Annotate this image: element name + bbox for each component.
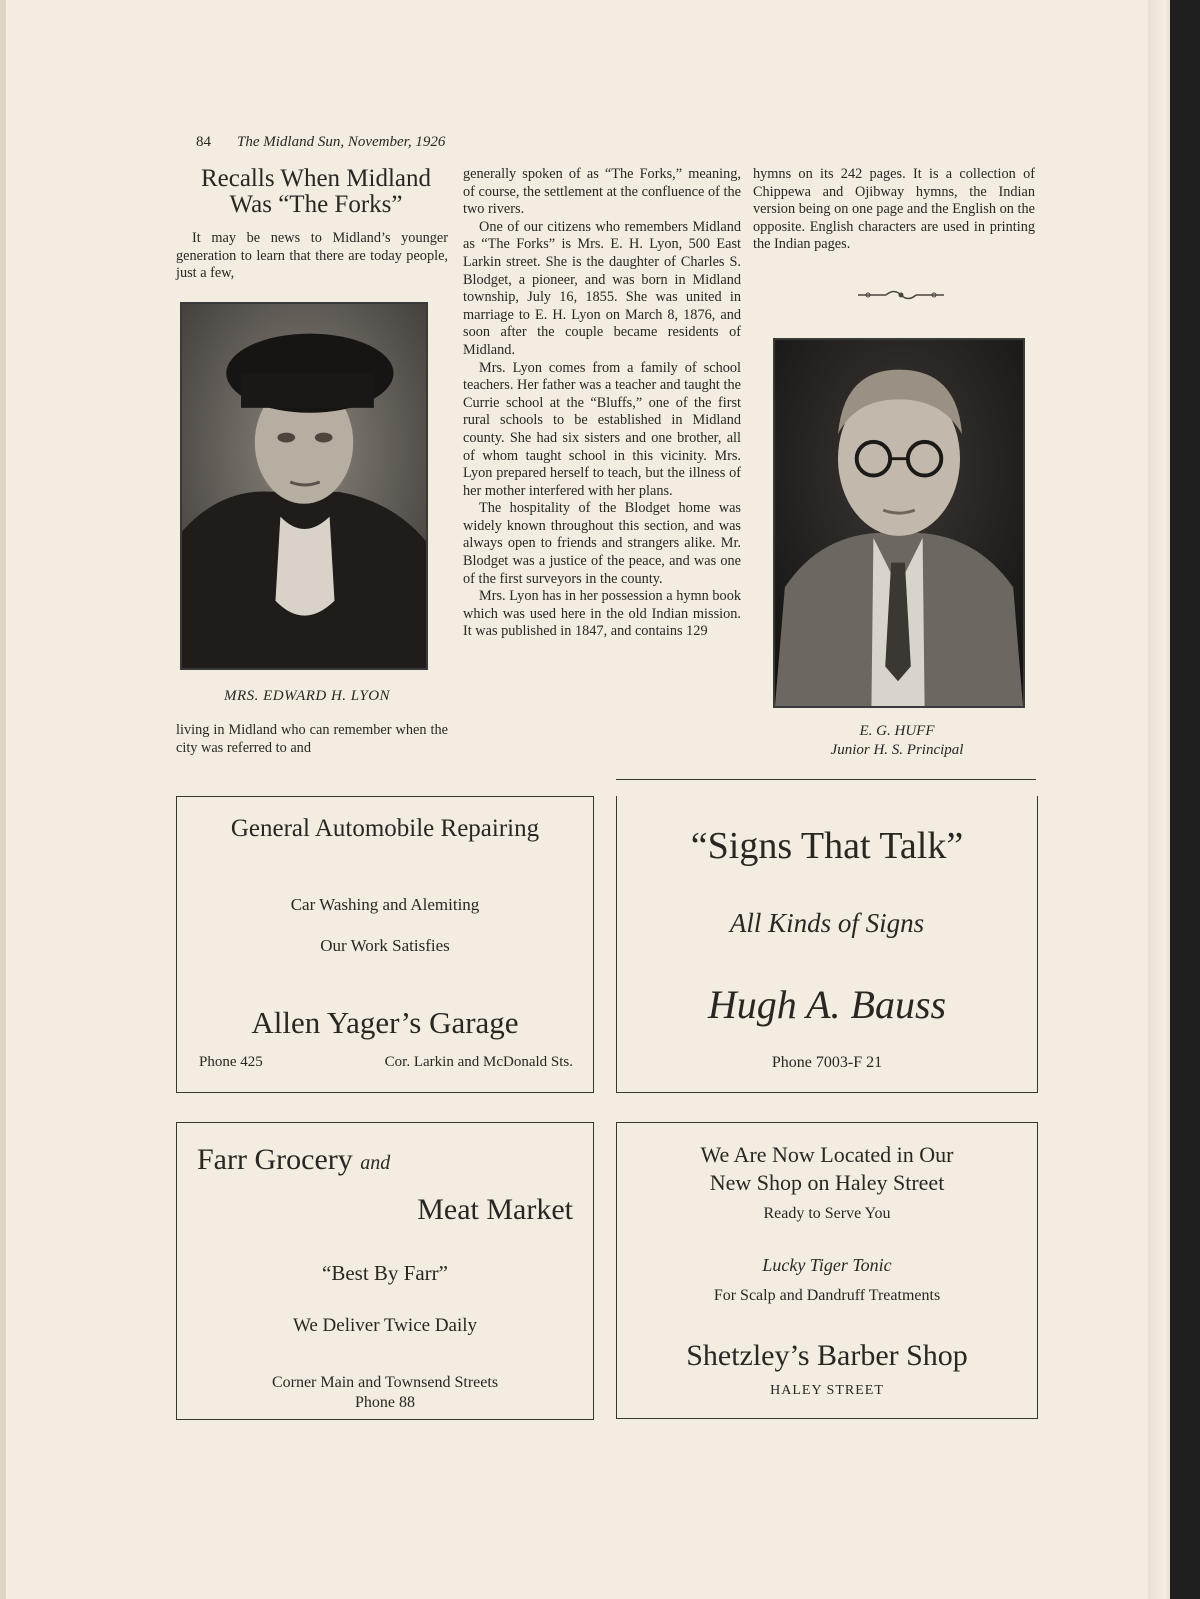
article-paragraph: hymns on its 242 pages. It is a collection of Chippewa and Ojibway hymns, the Indian version being on one page and the English on the opposite. English characters are used in printing the Indian pages. xyxy=(753,166,1035,253)
huff-title: Junior H. S. Principal xyxy=(830,742,964,758)
ad-signs-subheading: All Kinds of Signs xyxy=(729,908,925,938)
article-paragraph: living in Midland who can remember when the city was referred to and xyxy=(176,722,448,756)
article-column-1-top xyxy=(176,230,448,283)
article-paragraph: generally spoken of as “The Forks,” meaning, of course, the settlement at the confluence of the two rivers. xyxy=(463,166,741,218)
headline-line-2: Was “The Forks” xyxy=(229,191,403,218)
article-headline xyxy=(176,166,456,218)
ad-signs-phone: Phone 7003-F 21 xyxy=(771,1054,883,1071)
ad-grocery-delivery: We Deliver Twice Daily xyxy=(292,1315,478,1336)
ad-grocery-and: and xyxy=(360,1152,391,1174)
ad-grocery-name2: Meat Market xyxy=(417,1193,573,1226)
article-column-2 xyxy=(463,166,741,641)
lyon-portrait xyxy=(180,302,428,670)
huff-portrait-image xyxy=(775,340,1023,706)
lyon-caption: MRS. EDWARD H. LYON xyxy=(223,688,391,704)
ad-garage-address: Cor. Larkin and McDonald Sts. xyxy=(384,1054,573,1070)
publication-title: The Midland Sun, November, 1926 xyxy=(237,134,446,150)
article-paragraph: Mrs. Lyon comes from a family of school teachers. Her father was a teacher and taught the Currie school at the “Bluffs,” one of the first rural schools to be established in Midland county. She had six sisters and one brother, all of whom taught school in this vicinity. Mrs. Lyon prepared herself to teach, but the illness of her mother interfered with her plans. xyxy=(463,359,741,499)
ad-barber-street: HALEY STREET xyxy=(770,1383,884,1398)
ad-barber-line1: We Are Now Located in Our xyxy=(700,1142,954,1167)
ad-grocery-address: Corner Main and Townsend Streets xyxy=(271,1374,499,1391)
ad-barber-line3: Ready to Serve You xyxy=(763,1205,891,1222)
huff-name: E. G. HUFF xyxy=(859,723,935,739)
ad-barber-name: Shetzley’s Barber Shop xyxy=(686,1339,968,1372)
article-paragraph: It may be news to Midland’s younger generation to learn that there are today people, just a few, xyxy=(176,230,448,282)
article-column-3 xyxy=(753,166,1035,254)
ad-garage-name: Allen Yager’s Garage xyxy=(251,1005,519,1040)
divider-rule xyxy=(616,779,1036,780)
ad-barber-location xyxy=(617,1141,1037,1197)
ad-barber-product: Lucky Tiger Tonic xyxy=(762,1255,892,1275)
ad-grocery-name: Farr Grocery xyxy=(197,1143,353,1176)
ad-allen-yager-garage xyxy=(176,796,594,1093)
headline-line-1: Recalls When Midland xyxy=(200,165,432,192)
lyon-portrait-image xyxy=(182,304,426,668)
ad-shetzley-barber-shop xyxy=(616,1122,1038,1419)
huff-caption xyxy=(766,722,1028,760)
ad-grocery-phone: Phone 88 xyxy=(355,1394,415,1411)
ad-barber-treatment: For Scalp and Dandruff Treatments xyxy=(713,1287,941,1304)
ad-signs-heading: “Signs That Talk” xyxy=(690,825,964,867)
page-number: 84 xyxy=(196,134,211,150)
ad-signs-name: Hugh A. Bauss xyxy=(707,982,947,1027)
ornament-divider xyxy=(856,288,946,302)
ad-grocery-contact xyxy=(177,1373,593,1413)
article-paragraph: One of our citizens who remembers Midland as “The Forks” is Mrs. E. H. Lyon, 500 East Larkin street. She is the daughter of Charles S. Blodget, a pioneer, and was born in Midland township, July 16, 1855. She was united in marriage to E. H. Lyon on March 8, 1876, and soon after the couple became residents of Midland. xyxy=(463,218,741,358)
ad-hugh-bauss-signs xyxy=(616,796,1038,1093)
article-column-1-bottom xyxy=(176,722,448,757)
running-head xyxy=(196,134,445,151)
scan-background xyxy=(1170,0,1200,1599)
article-paragraph: The hospitality of the Blodget home was widely known throughout this section, and was always open to friends and strangers alike. Mr. Blodget was a justice of the peace, and was one of the first surveyors in the county. xyxy=(463,500,741,587)
ad-garage-phone: Phone 425 xyxy=(199,1054,263,1070)
ad-barber-line2: New Shop on Haley Street xyxy=(709,1170,945,1195)
ad-garage-line1: Car Washing and Alemiting xyxy=(290,895,480,914)
ad-garage-heading: General Automobile Repairing xyxy=(230,815,540,842)
huff-portrait xyxy=(773,338,1025,708)
ad-garage-line2: Our Work Satisfies xyxy=(320,936,450,955)
ad-farr-grocery xyxy=(176,1122,594,1420)
ad-grocery-slogan: “Best By Farr” xyxy=(322,1261,448,1285)
ad-grocery-name-line xyxy=(197,1143,390,1177)
article-paragraph: Mrs. Lyon has in her possession a hymn book which was used here in the old Indian mission. It was published in 1847, and contains 129 xyxy=(463,588,741,640)
